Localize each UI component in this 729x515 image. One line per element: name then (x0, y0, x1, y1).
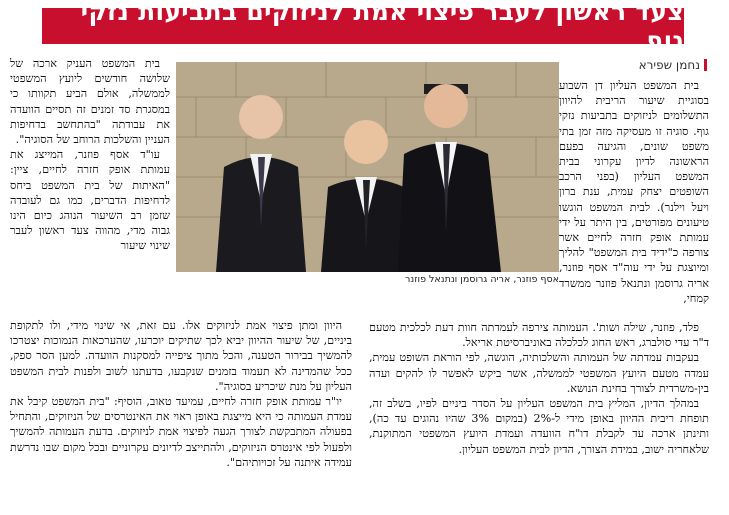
paragraph: יו"ר עמותת אופק חזרה לחיים, עמיעד טאוב, הוסיף: "בית המשפט קיבל את עמדת העמותה כי היא מייצגת באופן ראוי את האינטרסים של הניזוקים, והתחיל בפעולה המתבקשת לצורך הגעה לפיצוי אמת לניזוקים. בדעת העמותה להמשיך ולפעול לפי אינטרס הניזוקים, ולהתייצב לדיונים עקרוניים ובכל מקום שבו נדרשת עמידה איתנה על זכויותיהם". (10, 395, 352, 469)
headline: צעד ראשון לעבר פיצוי אמת לניזוקים בתביעות נזקי גוף (42, 8, 684, 44)
byline (639, 58, 707, 72)
paragraph: פלד, פוזנר, שילה ושות'. העמותה צירפה לעמדתה חוות דעת לכלכית מטעם ד"ר עדי סולברג, ראש החוג לכלכלה באוניברסיטת אריאל. (369, 321, 709, 350)
paragraph: בעקבות עמדתה של העמותה והשלכותיה, הוגשה, לפי הוראת השופט עמית, עמדה מטעם היועץ המשפטי לממשלה, אשר ביקש לאפשר לו להקים ועדה בין-משרדית לצורך בחינת הנושא. (369, 351, 709, 395)
article-column-left (10, 56, 170, 322)
paragraph: עו"ד אסף פוזנר, המייצג את עמותת אופק חזרה לחיים, ציין: "האיתות של בית המשפט ביחס לדחיפות הדברים, כמו גם לעובדה שזמן רב השיעור הנוהג כיום הינו גבוה מדי, מהווה צעד ראשון לעבר שינוי שיעור (10, 148, 170, 253)
article-column-bottom-left (10, 318, 352, 510)
paragraph: בית המשפט העניק ארכה של שלושה חודשים ליועץ המשפטי לממשלה, אולם הביע תקוותו כי במסגרת סד זמנים זה תסיים הוועדה את עבודתה "בהתחשב בדחיפות העניין והשלכות הרוחב של הסוגיה". (10, 57, 170, 147)
paragraph: במהלך הדיון, המליץ בית המשפט העליון על הסדר ביניים לפיו, בשלב זה, תופחת ריבית ההיוון באופן מידי ל-2% (במקום 3% שהיו נהוגים עד כה), ותינתן ארכה עד לקבלת דו"ח הוועדה ועמדת היועץ המשפטי המתוקנת, שלאחריה ישוב, במידת הצורך, הדיון לבית המשפט העליון. (369, 397, 709, 456)
paragraph: בית המשפט העליון דן השבוע בסוגיית שיעור הריבית להיוון התשלומים לניזוקים בתביעות נזקי גוף. סוגיה זו מעסיקה מזה זמן בתי משפט שונים, והגיעה בפעם הראשונה לדיון עקרוני בבית המשפט העליון (בפני הרכב השופטים יצחק עמית, ענת ברון ויעל וילנר). לבית המשפט הוגשו טיעונים מפורטים, בין היתר על ידי עמותת אופק חזרה לחיים אשר צורפה כ"ידיד בית המשפט" להליך ומיוצגת על ידי עוה"ד אסף פוזנר, אריה גרוסמן ונתנאל פוזנר ממשרד קמחי, (559, 79, 709, 305)
byline-accent-bar (704, 59, 707, 71)
photo-caption: אסף פוזנר, אריה גרוסמן ונתנאל פוזנר (405, 274, 559, 285)
article-column-right (559, 78, 709, 322)
article-photo (176, 62, 559, 272)
byline-author: נחמן שפירא (638, 58, 700, 72)
article-column-bottom-right (369, 320, 709, 510)
paragraph: היוון ומתן פיצוי אמת לניזוקים אלו. עם זאת, אי שינוי מידי, ולו לתקופת ביניים, של שיעור ההיוון יביא לכך שתיקים יוכרעו, שהערכאות הנמוכות יצטרכו להמשיך בבירור הטענה, והכל מתוך ציפייה למסקנות הוועדה. למען הסר ספק, ככל שהמדינה לא תעמוד בזמנים שנקבעו, בדעתנו לשוב ולפנות לבית המשפט העליון על מנת שיכריע בסוגיה". (10, 319, 352, 393)
